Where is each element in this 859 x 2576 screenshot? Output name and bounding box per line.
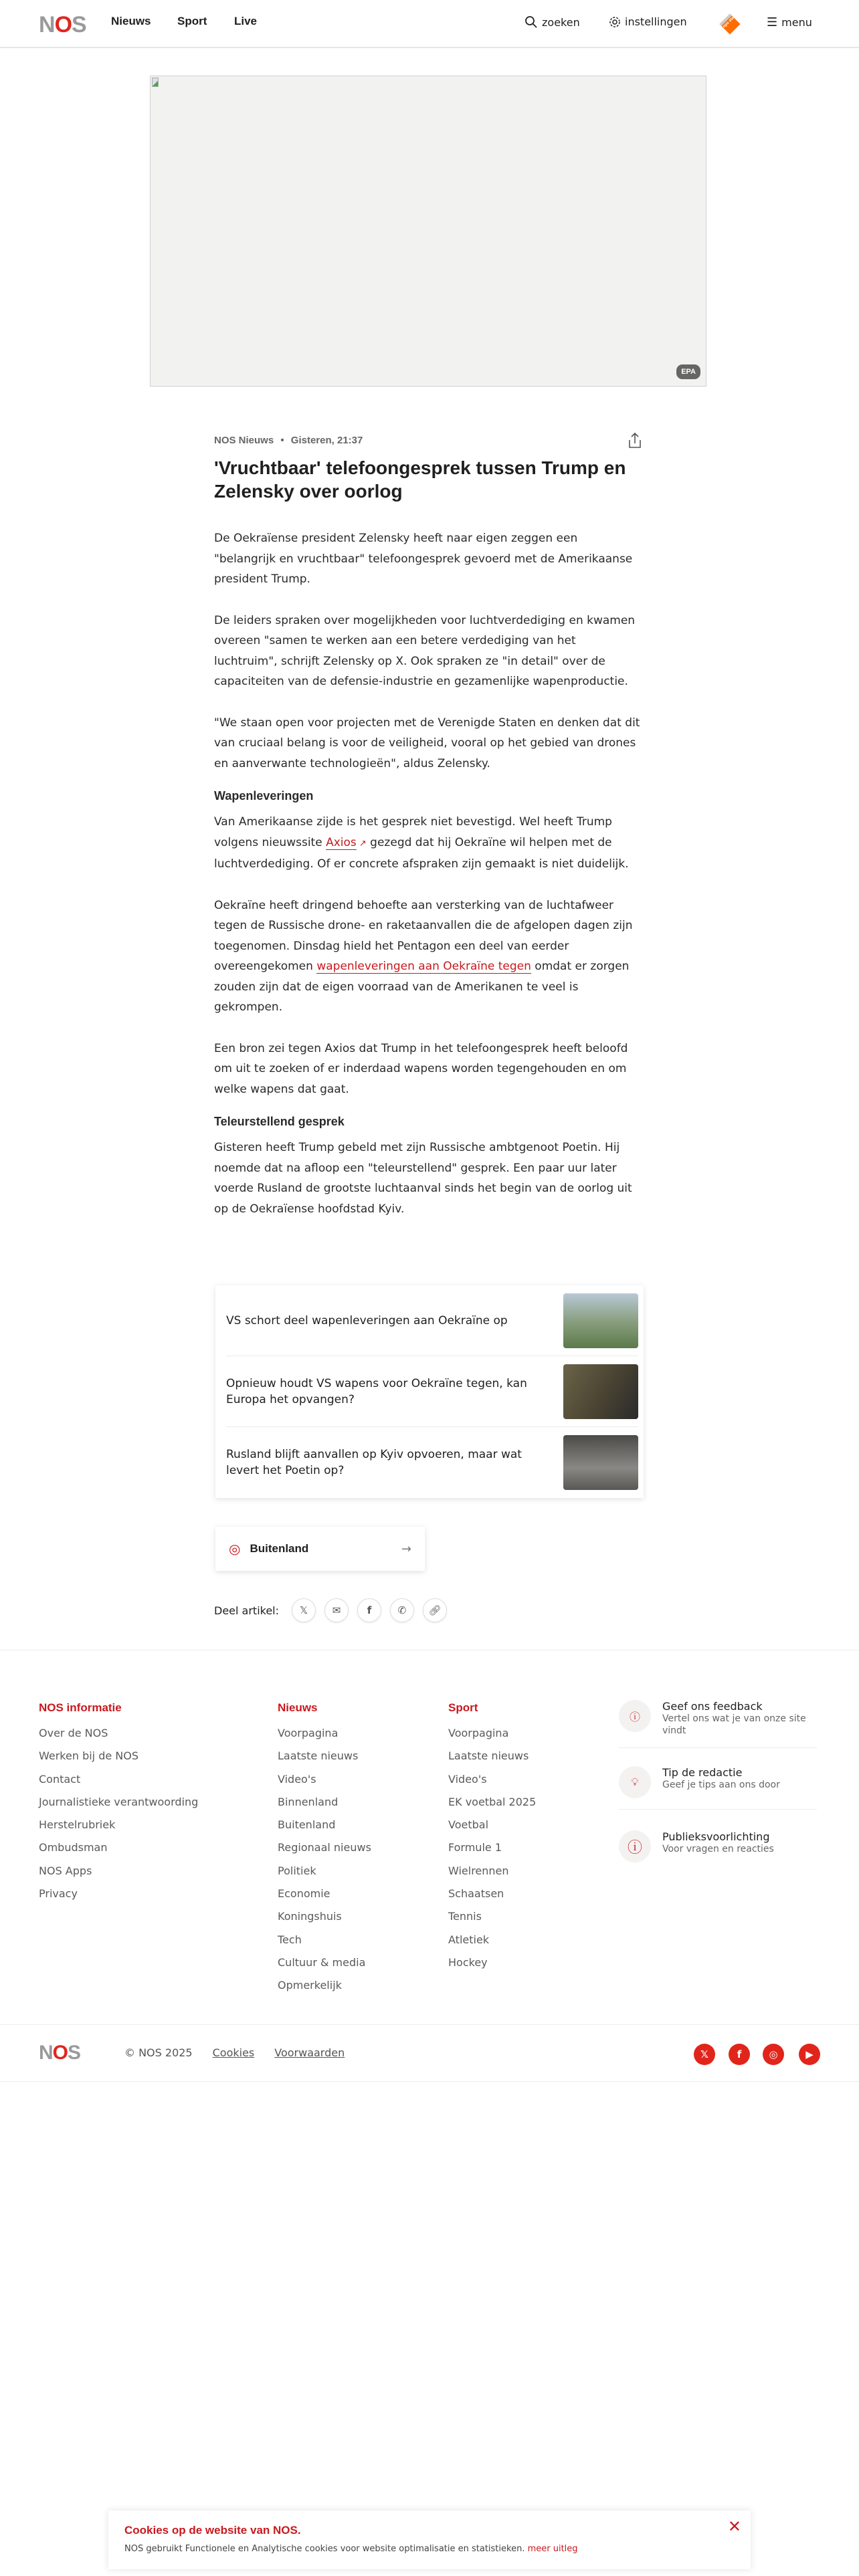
related-article[interactable] (226, 1356, 638, 1427)
footer-link[interactable]: Regionaal nieuws (278, 1841, 371, 1854)
settings-button[interactable] (609, 15, 687, 28)
footer-link[interactable]: Werken bij de NOS (39, 1749, 139, 1763)
gear-icon (609, 16, 621, 28)
footer-col-nieuws (278, 1701, 371, 1998)
axios-link[interactable]: Axios (326, 835, 357, 849)
related-title: Rusland blijft aanvallen op Kyiv opvoeren, maar wat levert het Poetin op? (226, 1448, 522, 1477)
info-subtitle: Voor vragen en reacties (662, 1844, 774, 1854)
cookie-description: NOS gebruikt Functionele en Analytische cookies voor website optimalisatie en statistieken. (124, 2544, 528, 2554)
footer-col-info (39, 1701, 198, 1905)
footer-link[interactable]: Laatste nieuws (448, 1749, 529, 1763)
article-source: NOS Nieuws (214, 435, 274, 446)
feedback-link[interactable] (619, 1700, 817, 1748)
category-label: Buitenland (250, 1542, 309, 1555)
tip-subtitle: Geef je tips aan ons door (662, 1780, 780, 1790)
cookie-title: Cookies op de website van NOS. (124, 2524, 301, 2537)
article-meta (214, 435, 363, 446)
related-article[interactable] (226, 1285, 638, 1356)
close-icon[interactable]: ✕ (727, 2517, 741, 2536)
footer-link[interactable]: Laatste nieuws (278, 1749, 359, 1763)
paragraph: Een bron zei tegen Axios dat Trump in het telefoongesprek heeft beloofd om uit te zoeken of er inderdaad wapens worden tegengehouden en om welke wapens dat gaat. (214, 1041, 628, 1096)
info-title: Publieksvoorlichting (662, 1830, 770, 1843)
globe-icon: ◎ (229, 1541, 241, 1557)
footer-link[interactable]: Hockey (448, 1955, 488, 1969)
youtube-social-icon[interactable]: ▶ (799, 2044, 820, 2065)
cookies-link[interactable]: Cookies (212, 2046, 255, 2059)
article-body (214, 528, 642, 1240)
article-title: 'Vruchtbaar' telefoongesprek tussen Trump en Zelensky over oorlog (214, 457, 626, 502)
footer-link[interactable]: Tech (278, 1933, 302, 1946)
external-link-icon: ↗ (356, 838, 367, 849)
tip-title: Tip de redactie (662, 1766, 743, 1779)
lightbulb-icon: 💡︎ (619, 1766, 651, 1798)
cookie-banner (108, 2510, 751, 2569)
section-heading: Teleurstellend gesprek (214, 1115, 345, 1128)
cookie-text (124, 2544, 735, 2554)
npo-start-label: npo start (722, 13, 737, 29)
copyright: © NOS 2025 (124, 2046, 193, 2059)
terms-link[interactable]: Voorwaarden (274, 2046, 345, 2059)
footer-heading: Nieuws (278, 1701, 318, 1714)
footer-link[interactable]: Privacy (39, 1887, 78, 1901)
share-icon[interactable] (627, 432, 643, 449)
footer-link[interactable]: Video's (448, 1772, 487, 1786)
broken-image-icon (152, 78, 159, 87)
info-icon: ⓘ (619, 1830, 651, 1862)
footer-link[interactable]: Tennis (448, 1910, 482, 1923)
nav-live[interactable]: Live (234, 15, 258, 27)
share-x-icon[interactable]: 𝕏 (292, 1598, 316, 1622)
footer-heading: Sport (448, 1701, 478, 1714)
related-thumbnail (563, 1435, 638, 1490)
search-label: zoeken (542, 15, 580, 29)
footer-col-sport (448, 1701, 536, 1974)
arrow-right-icon: → (401, 1541, 411, 1556)
footer-link[interactable]: Journalistieke verantwoording (39, 1795, 199, 1808)
search-button[interactable] (524, 15, 580, 29)
related-title: Opnieuw houdt VS wapens voor Oekraïne tegen, kan Europa het opvangen? (226, 1376, 527, 1406)
footer-link[interactable]: Koningshuis (278, 1910, 342, 1923)
footer-link[interactable]: Video's (278, 1772, 316, 1786)
related-articles (215, 1285, 644, 1498)
share-email-icon[interactable]: ✉ (324, 1598, 349, 1622)
text: gezegd dat hij Oekraïne wil helpen met de luchtverdediging. Of er concrete afspraken zijn gemaakt is niet duidelijk. (214, 835, 629, 871)
tip-link[interactable] (619, 1766, 817, 1810)
nav-nieuws[interactable]: Nieuws (111, 15, 151, 27)
paragraph: De leiders spraken over mogelijkheden voor luchtverdediging en kwamen overeen "samen te werken aan een betere verdediging van het luchtruim", schrijft Zelensky op X. Ook spraken ze "in detail" over de capaciteiten van de defensie-industrie en gezamenlijke wapenproductie. (214, 613, 636, 688)
text: omdat er zorgen zouden zijn dat de eigen voorraad van de Amerikanen te veel is gekrompen. (214, 960, 630, 1014)
feedback-subtitle: Vertel ons wat je van onze site vindt (662, 1713, 806, 1736)
search-icon (524, 15, 538, 29)
publieksvoorlichting-link[interactable] (619, 1830, 817, 1873)
footer-link[interactable]: Politiek (278, 1864, 316, 1877)
paragraph: Gisteren heeft Trump gebeld met zijn Russische ambtgenoot Poetin. Hij noemde dat na afloop een "teleurstellend" gesprek. Een paar uur later voerde Rusland de grootste luchtaanval sinds het begin van de oorlog uit op de Oekraïense hoofdstad Kyiv. (214, 1141, 632, 1216)
share-facebook-icon[interactable]: f (357, 1598, 381, 1622)
footer-link-list (39, 1722, 198, 1905)
footer-link[interactable]: Atletiek (448, 1933, 490, 1946)
nos-footer-logo[interactable]: NOS (39, 2042, 81, 2064)
menu-button[interactable] (767, 15, 812, 29)
share-bar (214, 1598, 447, 1622)
x-social-icon[interactable]: 𝕏 (694, 2044, 715, 2065)
feedback-icon: ⓘ (619, 1700, 651, 1732)
footer-link[interactable]: Herstelrubriek (39, 1818, 116, 1832)
share-whatsapp-icon[interactable]: ✆ (390, 1598, 414, 1622)
footer-link[interactable]: Binnenland (278, 1795, 339, 1808)
related-thumbnail (563, 1364, 638, 1419)
paragraph (214, 895, 642, 1018)
cookie-more-link[interactable]: meer uitleg (527, 2544, 578, 2554)
nav-sport[interactable]: Sport (177, 15, 207, 27)
npo-start-button[interactable] (719, 13, 741, 35)
category-link-buitenland[interactable] (215, 1527, 425, 1571)
text: Oekraïne heeft dringend behoefte aan versterking van de luchtafweer tegen de Russische drone- en raketaanvallen die de afgelopen dagen zijn toegenomen. Dinsdag hield het Pentagon een deel van eerder overeengekomen (214, 898, 633, 973)
photo-credit: EPA (676, 364, 700, 379)
site-header (0, 0, 859, 48)
footer-link[interactable]: Wielrennen (448, 1864, 509, 1877)
footer-link[interactable]: Voorpagina (278, 1727, 339, 1739)
related-title: VS schort deel wapenleveringen aan Oekraïne op (226, 1313, 508, 1327)
footer-link[interactable]: Formule 1 (448, 1841, 502, 1854)
weapons-link[interactable]: wapenleveringen aan Oekraïne tegen (316, 960, 531, 973)
related-thumbnail (563, 1293, 638, 1348)
menu-label: menu (781, 16, 812, 29)
footer-link[interactable]: Voetbal (448, 1818, 489, 1832)
footer-heading: NOS informatie (39, 1701, 122, 1714)
footer-link[interactable]: NOS Apps (39, 1864, 92, 1877)
facebook-social-icon[interactable]: f (729, 2044, 750, 2065)
text: Van Amerikaanse zijde is het gesprek niet bevestigd. Wel heeft Trump volgens nieuwssite (214, 815, 612, 849)
paragraph (214, 812, 642, 875)
footer-link[interactable]: Voorpagina (448, 1727, 509, 1739)
hero-image (150, 76, 706, 387)
share-link-icon[interactable]: 🔗︎ (423, 1598, 447, 1622)
footer-link[interactable]: Ombudsman (39, 1841, 108, 1854)
section-heading: Wapenleveringen (214, 789, 314, 802)
footer-link[interactable]: Economie (278, 1887, 330, 1901)
settings-label: instellingen (625, 15, 687, 28)
share-label: Deel artikel: (214, 1604, 280, 1617)
footer-link[interactable]: Buitenland (278, 1818, 336, 1832)
article-time: Gisteren, 21:37 (290, 435, 363, 446)
footer-link[interactable]: Schaatsen (448, 1887, 504, 1901)
footer-link[interactable]: EK voetbal 2025 (448, 1795, 537, 1808)
related-article[interactable] (226, 1427, 638, 1498)
instagram-social-icon[interactable]: ◎ (763, 2044, 784, 2065)
footer-link-list (448, 1722, 536, 1974)
meta-separator: • (280, 435, 284, 446)
hamburger-icon: ☰ (767, 15, 778, 29)
footer-link-list (278, 1722, 371, 1998)
nos-logo[interactable]: NOS (39, 12, 86, 37)
paragraph: "We staan open voor projecten met de Verenigde Staten en denken dat dit van cruciaal belang is voor de veiligheid, vooral op het gebied van drones en aanverwante technologieën", aldus Zelensky. (214, 716, 640, 770)
feedback-title: Geef ons feedback (662, 1700, 763, 1713)
footer-link[interactable]: Over de NOS (39, 1727, 108, 1739)
footer-bottom (0, 2024, 859, 2082)
footer-link[interactable]: Opmerkelijk (278, 1979, 342, 1992)
footer-link[interactable]: Contact (39, 1772, 81, 1786)
paragraph: De Oekraïense president Zelensky heeft naar eigen zeggen een "belangrijk en vruchtbaar" telefoongesprek gevoerd met de Amerikaanse president Trump. (214, 532, 633, 586)
footer-link[interactable]: Cultuur & media (278, 1955, 366, 1969)
